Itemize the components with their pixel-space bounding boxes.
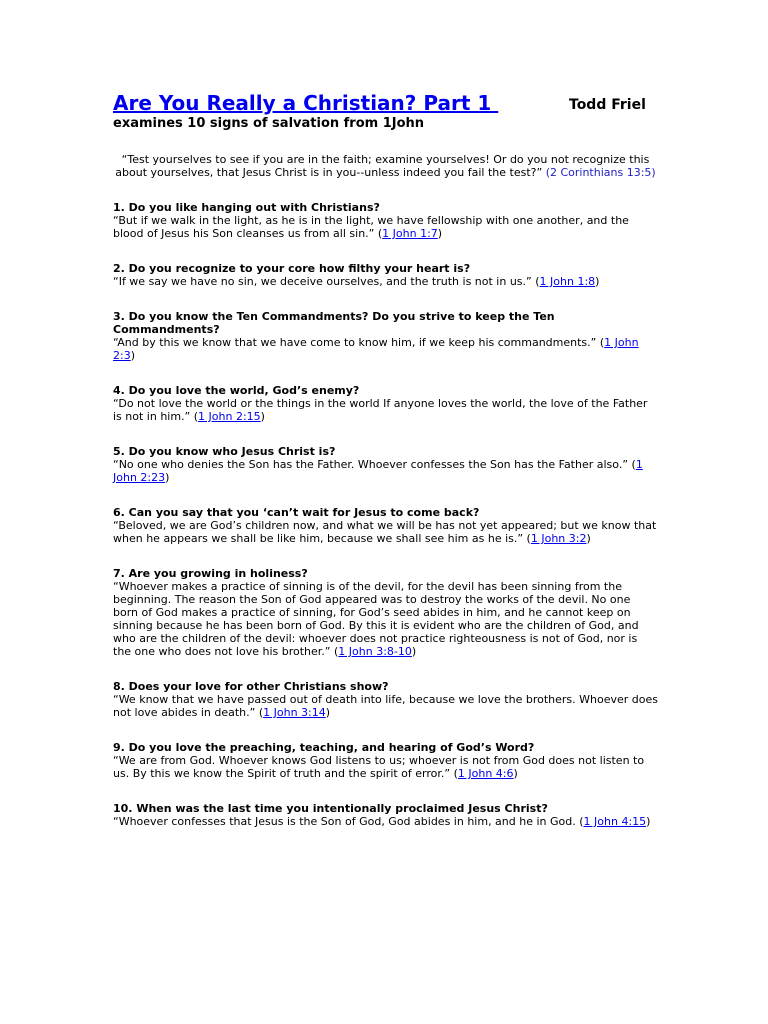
question-heading: 2. Do you recognize to your core how filthy your heart is? xyxy=(113,262,471,275)
quote-text: “Whoever confesses that Jesus is the Son of God, God abides in him, and he in God. ( xyxy=(113,815,584,828)
scripture-quote xyxy=(113,754,658,780)
question-heading: 3. Do you know the Ten Commandments? Do you strive to keep the Ten Commandments? xyxy=(113,310,555,336)
quote-text: “No one who denies the Son has the Father. Whoever confesses the Son has the Father also.” ( xyxy=(113,458,636,471)
intro-quote xyxy=(113,153,658,179)
question-item xyxy=(113,802,658,828)
question-item xyxy=(113,262,658,288)
scripture-link[interactable]: 1 John 3:2 xyxy=(530,532,587,545)
scripture-quote xyxy=(113,336,658,362)
close-paren: ) xyxy=(325,706,331,719)
question-heading: 5. Do you know who Jesus Christ is? xyxy=(113,445,336,458)
quote-text: “We know that we have passed out of death into life, because we love the brothers. Whoever does not love abides in death.” ( xyxy=(113,693,658,719)
question-heading: 8. Does your love for other Christians show? xyxy=(113,680,389,693)
question-heading: 1. Do you like hanging out with Christians? xyxy=(113,201,380,214)
question-heading: 10. When was the last time you intentionally proclaimed Jesus Christ? xyxy=(113,802,548,815)
author-name: Todd Friel xyxy=(569,97,646,113)
question-heading: 4. Do you love the world, God’s enemy? xyxy=(113,384,360,397)
scripture-link[interactable]: 1 John 1:7 xyxy=(382,227,438,240)
quote-text: “Beloved, we are God’s children now, and what we will be has not yet appeared; but we know that when he appears we shall be like him, because we shall see him as he is.” ( xyxy=(113,519,657,545)
close-paren: ) xyxy=(646,815,651,828)
subtitle: examines 10 signs of salvation from 1John xyxy=(113,116,425,131)
quote-text: “We are from God. Whoever knows God listens to us; whoever is not from God does not listen to us. By this we know the Spirit of truth and the spirit of error.” ( xyxy=(113,754,645,780)
scripture-quote xyxy=(113,580,658,658)
scripture-link[interactable]: 1 John 3:8-10 xyxy=(338,645,412,658)
question-item xyxy=(113,567,658,658)
question-item xyxy=(113,741,658,780)
title-row xyxy=(113,88,658,116)
scripture-quote xyxy=(113,214,658,240)
question-list xyxy=(113,201,658,828)
quote-text: “If we say we have no sin, we deceive ourselves, and the truth is not in us.” ( xyxy=(113,275,540,288)
close-paren: ) xyxy=(165,471,170,484)
quote-text: “Whoever makes a practice of sinning is of the devil, for the devil has been sinning from the beginning. The reason the Son of God appeared was to destroy the works of the devil. No one born of God makes a practice of sinning, for God’s seed abides in him, and he cannot keep on sinning because he has been born of God. By this it is evident who are the children of God, and who are the children of the devil: whoever does not practice righteousness is not of God, nor is the one who does not love his brother.” ( xyxy=(113,580,639,658)
scripture-link[interactable]: 1 John 2:3 xyxy=(113,336,639,362)
question-item xyxy=(113,310,658,362)
scripture-link[interactable]: 1 John 3:14 xyxy=(263,706,326,719)
close-paren: ) xyxy=(513,767,518,780)
close-paren: ) xyxy=(595,275,600,288)
close-paren: ) xyxy=(586,532,591,545)
scripture-quote xyxy=(113,693,658,719)
question-item xyxy=(113,201,658,240)
question-item xyxy=(113,445,658,484)
question-item xyxy=(113,384,658,423)
scripture-link[interactable]: 1 John 1:8 xyxy=(539,275,596,288)
question-heading: 6. Can you say that you ‘can’t wait for Jesus to come back? xyxy=(113,506,480,519)
scripture-link[interactable]: 1 John 2:15 xyxy=(198,410,261,423)
scripture-quote xyxy=(113,458,658,484)
title-link[interactable]: Are You Really a Christian? Part 1 xyxy=(113,91,499,115)
close-paren: ) xyxy=(411,645,417,658)
intro-text: “Test yourselves to see if you are in the faith; examine yourselves! Or do you not recognize this about yourselves, that Jesus Christ is in you--unless indeed you fail the test?” xyxy=(115,153,650,179)
intro-reference: (2 Corinthians 13:5) xyxy=(545,166,656,179)
question-heading: 9. Do you love the preaching, teaching, and hearing of God’s Word? xyxy=(113,741,535,754)
scripture-link[interactable]: 1 John 2:23 xyxy=(113,458,643,484)
quote-text: “And by this we know that we have come to know him, if we keep his commandments.” ( xyxy=(113,336,605,349)
close-paren: ) xyxy=(260,410,265,423)
scripture-quote xyxy=(113,397,658,423)
scripture-link[interactable]: 1 John 4:15 xyxy=(583,815,647,828)
question-heading: 7. Are you growing in holiness? xyxy=(113,567,308,580)
quote-text: “Do not love the world or the things in the world If anyone loves the world, the love of the Father is not in him.” ( xyxy=(113,397,648,423)
close-paren: ) xyxy=(437,227,443,240)
close-paren: ) xyxy=(130,349,135,362)
question-item xyxy=(113,680,658,719)
scripture-quote xyxy=(113,275,658,288)
scripture-quote xyxy=(113,519,658,545)
scripture-link[interactable]: 1 John 4:6 xyxy=(457,767,514,780)
scripture-quote xyxy=(113,815,658,828)
question-item xyxy=(113,506,658,545)
document-page xyxy=(113,88,658,828)
quote-text: “But if we walk in the light, as he is in the light, we have fellowship with one another, and the blood of Jesus his Son cleanses us from all sin.” ( xyxy=(113,214,629,240)
